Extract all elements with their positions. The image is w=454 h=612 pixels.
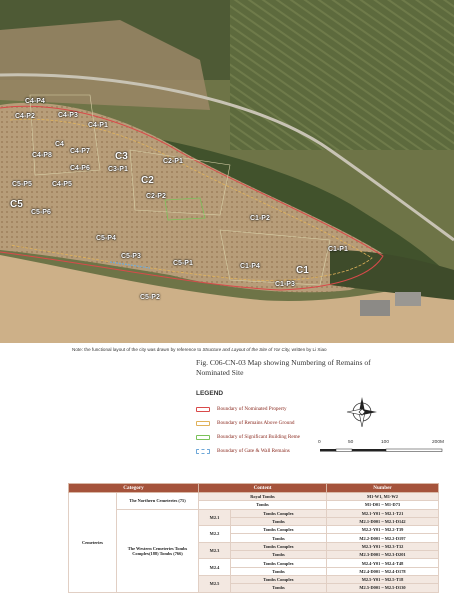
- legend-swatch: [196, 449, 210, 454]
- type-cell: Tombs: [231, 551, 327, 559]
- number-cell: M1-D01 ~ M1-D73: [327, 501, 439, 509]
- map-label: C1-P2: [250, 215, 270, 222]
- map-label: C4-P6: [70, 165, 90, 172]
- scale-bar: [316, 440, 446, 454]
- number-cell: M2.2-Y01 ~ M2.2-T39: [327, 526, 439, 534]
- caption-line-1: Fig. C06-CN-03 Map showing Numbering of Remains of: [196, 358, 371, 367]
- note-suffix: written by Li Xiao: [290, 347, 327, 352]
- number-cell: M2.3-D001 ~ M2.3-D201: [327, 551, 439, 559]
- number-cell: M2.1-Y01 ~ M2.1-T21: [327, 509, 439, 517]
- map-label: C5-P6: [31, 209, 51, 216]
- subgroup-cell: M2.3: [199, 542, 231, 559]
- map-label: C4-P8: [32, 152, 52, 159]
- map-label: C5-P5: [12, 181, 32, 188]
- map-label: C4-P4: [25, 98, 45, 105]
- map-label: C4-P5: [52, 181, 72, 188]
- remains-numbering-table: [68, 483, 439, 593]
- subgroup-cell: M2.2: [199, 526, 231, 543]
- map-label: C1: [296, 265, 309, 276]
- map-label: C5: [10, 199, 23, 210]
- legend-title: LEGEND: [196, 390, 224, 397]
- legend-item: [196, 433, 300, 441]
- map-label: C4: [55, 141, 64, 148]
- map-label: C1-P3: [275, 281, 295, 288]
- type-cell: Tombs Complex: [231, 559, 327, 567]
- map-label: C2: [141, 175, 154, 186]
- legend-swatch: [196, 421, 210, 426]
- map-label: C4-P3: [58, 112, 78, 119]
- legend-label: Boundary of Significant Building Reme: [217, 434, 300, 440]
- number-cell: M2.4-D001 ~ M2.4-D178: [327, 567, 439, 575]
- map-label: C5-P4: [96, 235, 116, 242]
- scale-tick-label: 0: [318, 440, 321, 445]
- scale-tick-label: 200M: [432, 440, 444, 445]
- table-row: [69, 509, 439, 517]
- map-label: C3-P1: [108, 166, 128, 173]
- legend-label: Boundary of Gate & Wall Remains: [217, 448, 290, 454]
- group-cell: The Western Cemeteries Tombs Complex(188) Tombs (766): [117, 509, 199, 592]
- number-cell: M2.4-Y01 ~ M2.4-T48: [327, 559, 439, 567]
- scale-tick-label: 50: [348, 440, 354, 445]
- map-label: C2-P1: [163, 158, 183, 165]
- column-header: Number: [327, 484, 439, 493]
- caption-line-2: Nominated Site: [196, 368, 244, 377]
- type-cell: Tombs Complex: [231, 575, 327, 583]
- number-cell: M2.2-D001 ~ M2.2-D197: [327, 534, 439, 542]
- type-cell: Tombs Complex: [231, 526, 327, 534]
- map-legend: [196, 390, 436, 472]
- number-cell: M1-W1, M1-W2: [327, 493, 439, 501]
- subgroup-cell: M2.4: [199, 559, 231, 576]
- legend-label: Boundary of Remains Above Ground: [217, 420, 295, 426]
- subgroup-cell: M2.1: [199, 509, 231, 526]
- note-prefix: Note: the functional layout of the city was drawn by reference to: [72, 347, 203, 352]
- legend-swatch: [196, 435, 210, 440]
- subgroup-cell: M2.5: [199, 575, 231, 592]
- category-cell: Cemeteries: [69, 493, 117, 593]
- legend-swatch: [196, 407, 210, 412]
- type-cell: Tombs: [231, 584, 327, 592]
- number-cell: M2.3-Y01 ~ M2.3-T32: [327, 542, 439, 550]
- map-label: C4-P2: [15, 113, 35, 120]
- map-label: C1-P1: [328, 246, 348, 253]
- type-cell: Tombs: [231, 517, 327, 525]
- map-label: C5-P2: [140, 294, 160, 301]
- number-cell: M2.5-Y01 ~ M2.5-T18: [327, 575, 439, 583]
- map-label: C4-P7: [70, 148, 90, 155]
- type-cell: Tombs: [231, 534, 327, 542]
- number-cell: M2.5-D001 ~ M2.5-D130: [327, 584, 439, 592]
- map-label: C2-P2: [146, 193, 166, 200]
- column-header: Category: [69, 484, 199, 493]
- map-label: C4-P1: [88, 122, 108, 129]
- figure-caption: [196, 358, 436, 378]
- group-cell: The Northern Cemeteries (75): [117, 493, 199, 510]
- content-cell: Royal Tombs: [199, 493, 327, 501]
- type-cell: Tombs Complex: [231, 509, 327, 517]
- map-label: C5-P1: [173, 260, 193, 267]
- type-cell: Tombs Complex: [231, 542, 327, 550]
- column-header: Content: [199, 484, 327, 493]
- content-cell: Tombs: [199, 501, 327, 509]
- north-arrow-icon: [345, 395, 379, 429]
- table-header-row: [69, 484, 439, 493]
- scale-tick-label: 100: [381, 440, 390, 445]
- map-label: C3: [115, 151, 128, 162]
- number-cell: M2.1-D001 ~ M2.1-D142: [327, 517, 439, 525]
- note-source-title: Structure and Layout of the Site of Yar City,: [202, 347, 291, 352]
- table-row: [69, 493, 439, 501]
- legend-item: [196, 447, 290, 455]
- legend-item: [196, 405, 287, 413]
- map-label: C1-P4: [240, 263, 260, 270]
- type-cell: Tombs: [231, 567, 327, 575]
- map-source-note: [72, 347, 442, 352]
- legend-label: Boundary of Nominated Property: [217, 406, 287, 412]
- map-label: C5-P3: [121, 253, 141, 260]
- legend-item: [196, 419, 295, 427]
